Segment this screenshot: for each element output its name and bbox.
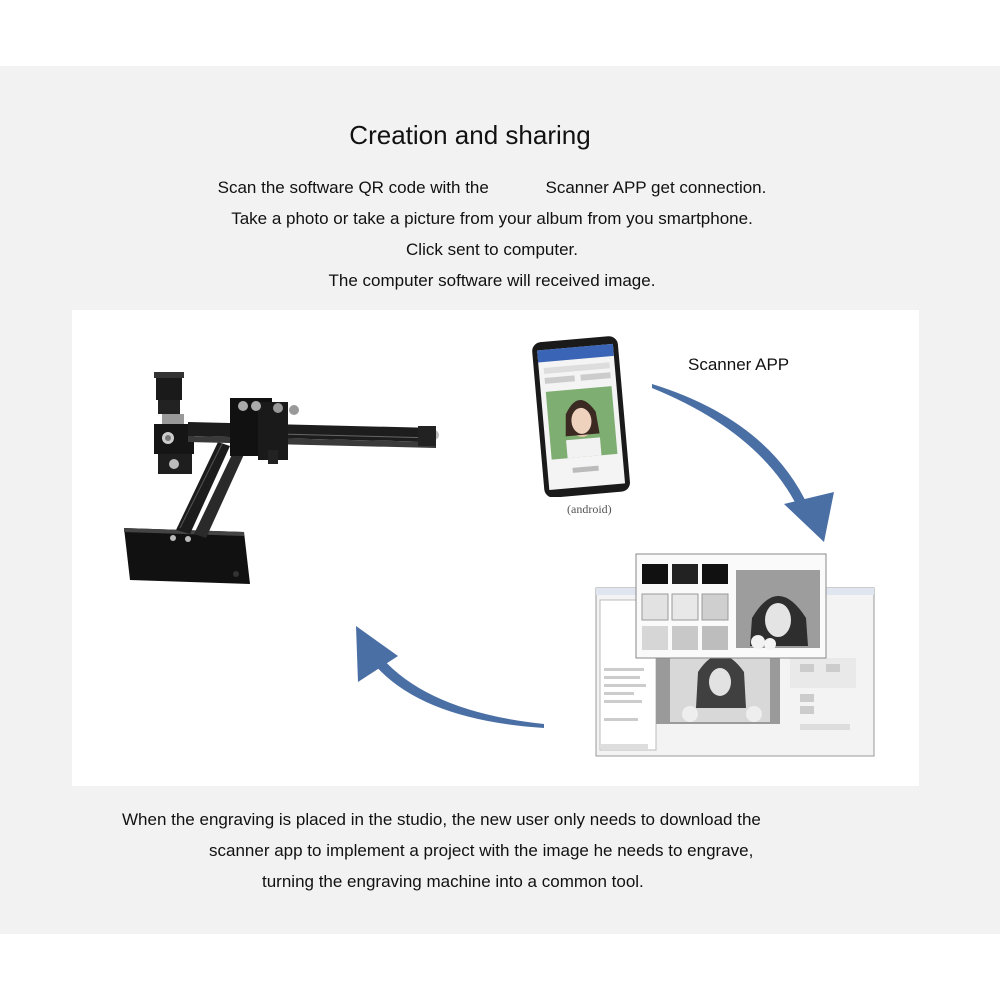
intro-line: Take a photo or take a picture from your album from you smartphone. (231, 209, 753, 228)
android-caption: (android) (567, 502, 612, 516)
outro-line: scanner app to implement a project with the image he needs to engrave, (209, 841, 754, 860)
laser-engraver-image (118, 362, 453, 600)
arrow-down-right-icon (648, 380, 838, 545)
arrow-up-left-icon (322, 624, 546, 736)
intro-line: Scan the software QR code with the Scanner APP get connection. (217, 178, 767, 197)
intro-line: Click sent to computer. (406, 240, 578, 259)
intro-line: The computer software will received image. (328, 271, 656, 290)
intro-text (0, 172, 984, 296)
outro-line: When the engraving is placed in the studio, the new user only needs to download the (122, 810, 761, 829)
outro-text (0, 804, 1000, 897)
scanner-app-label: Scanner APP (688, 355, 790, 374)
smartphone-image (528, 335, 632, 497)
page-title: Creation and sharing (349, 120, 591, 150)
software-window-image (594, 548, 879, 758)
outro-line: turning the engraving machine into a common tool. (262, 872, 644, 891)
